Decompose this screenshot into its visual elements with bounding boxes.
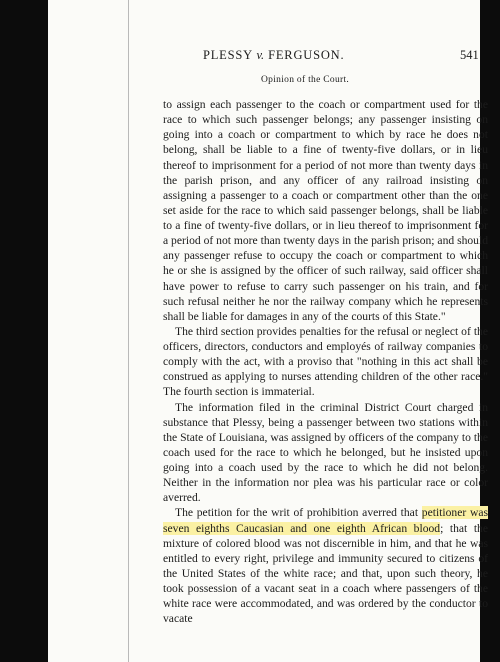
paragraph-statute-quote: to assign each passenger to the coach or compartment used for the race to which such passenger belongs; any passenger insisting on going into a coach or compartment to which by race he does not belong, shall be liable to a fine of twenty-five dollars, or in lieu thereof to imprisonment for a period of not more than twenty days in the parish prison, and any officer of any railroad insisting on assigning a passenger to a coach or compartment other than the one set aside for the race to which said passenger belongs, shall be liable to a fine of twenty-five dollars, or in lieu thereof to imprisonment for a period of not more than twenty days in the parish prison; and should any passenger refuse to occupy the coach or compartment to which he or she is assigned by the officer of such railway, said officer shall have power to refuse to carry such passenger on his train, and for such refusal neither he nor the railway company which he represents shall be liable for damages in any of the courts of this State." [163,98,488,323]
case-name-left: PLESSY [203,48,253,62]
running-header [203,48,344,63]
section-subheading: Opinion of the Court. [261,75,350,85]
petition-text-before: The petition for the writ of prohibition averred that [175,506,422,520]
page-margin-rule [128,0,129,662]
petition-text-after: ; that the mixture of colored blood was not discernible in him, and that he was entitled to every right, privilege and immunity secured to citizens of the United States of the white race; and that, upon such theory, he took possession of a vacant seat in a coach where passengers of the white race were accommodated, and was ordered by the conductor to vacate [163,521,488,626]
book-page [48,0,488,662]
case-name-right: FERGUSON. [268,48,345,62]
paragraph-third-section: The third section provides penalties for the refusal or neglect of the officers, directors, conductors and employés of railway companies to comply with the act, with a proviso that "nothing in this act shall be construed as applying to nurses attending children of the other race." The fourth section is immaterial. [163,324,488,399]
page-number: 541 [460,48,479,62]
opinion-body [163,97,488,626]
paragraph-information: The information filed in the criminal District Court charged in substance that Plessy, being a passenger between two stations within the State of Louisiana, was assigned by officers of the company to the coach used for the race to which he belonged, but he insisted upon going into a coach used by the race to which he did not belong. Neither in the information nor plea was his particular race or color averred. [163,400,488,505]
paragraph-petition [163,505,488,626]
case-versus: v. [256,48,265,62]
highlighted-passage: petitioner was seven eighths Caucasian and one eighth African blood [163,506,488,535]
